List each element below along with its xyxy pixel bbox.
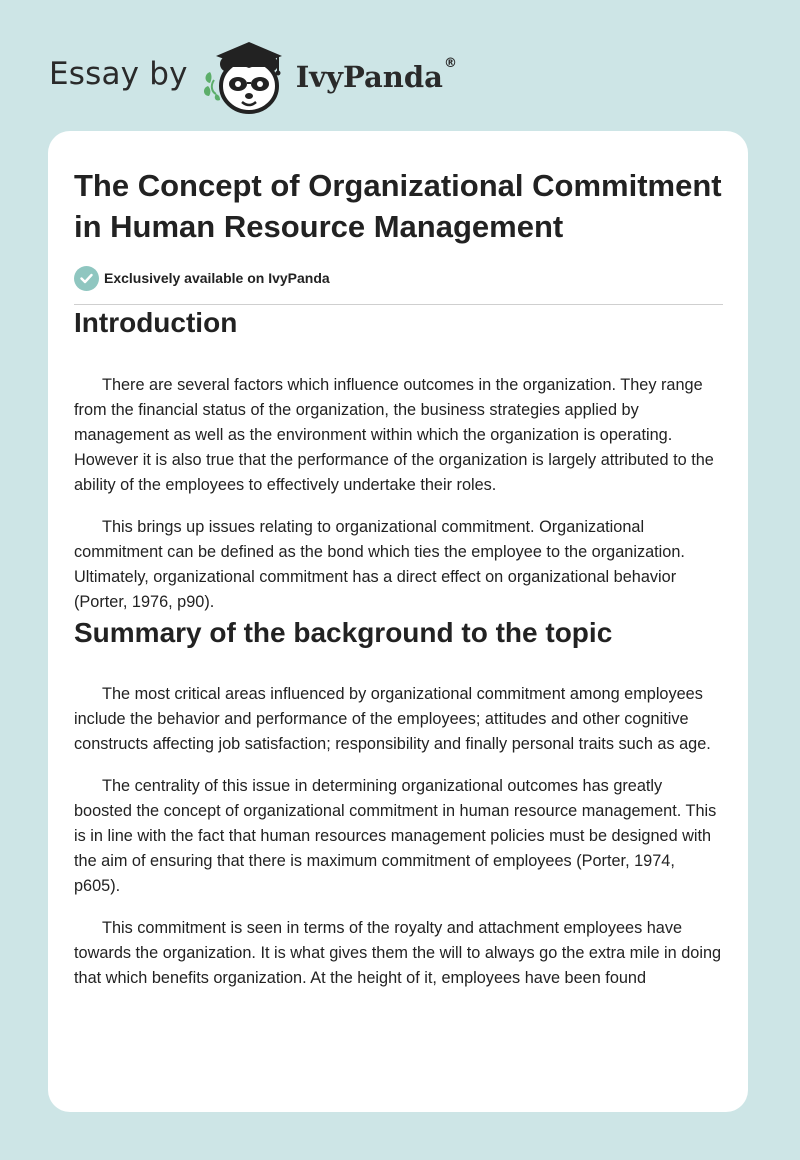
paragraph: The centrality of this issue in determining organizational outcomes has greatly boosted the concept of organizational commitment in human resource management. This is in line with the fact that human resources management policies must be designed with the aim of ensuring that there is maximum commitment of employees (Porter, 1974, p605). (74, 777, 717, 895)
essay-content (74, 165, 724, 991)
brand-name[interactable] (295, 56, 457, 94)
page-title: The Concept of Organizational Commitment in Human Resource Management (74, 168, 722, 244)
section-heading-introduction: Introduction (74, 307, 238, 338)
section-heading-summary: Summary of the background to the topic (74, 617, 613, 648)
brand-name-text: IvyPanda (295, 60, 443, 94)
essay-by-label: Essay by (49, 56, 188, 92)
panda-logo-icon[interactable] (202, 36, 292, 116)
paragraph: The most critical areas influenced by organizational commitment among employees include the behavior and performance of the employees; attitudes and other cognitive constructs affecting job satisfaction; responsibility and finally personal traits such as age. (74, 685, 711, 753)
exclusive-badge (74, 265, 724, 291)
paragraph: This brings up issues relating to organizational commitment. Organizational commitment can be defined as the bond which ties the employee to the organization. Ultimately, organizational commitment has a direct effect on organizational behavior (Porter, 1976, p90). (74, 518, 685, 611)
essay-card (48, 131, 748, 1112)
paragraph: There are several factors which influence outcomes in the organization. They range from the financial status of the organization, the business strategies applied by management as well as the environment within which the organization is operating. However it is also true that the performance of the organization is largely attributed to the ability of the employees to effectively undertake their roles. (74, 376, 714, 494)
registered-mark: ® (443, 56, 457, 71)
check-icon (74, 266, 99, 291)
site-header (49, 36, 457, 116)
paragraph: This commitment is seen in terms of the royalty and attachment employees have towards the organization. It is what gives them the will to always go the extra mile in doing that which benefits organization. At the height of it, employees have been found (74, 919, 722, 987)
exclusive-label: Exclusively available on IvyPanda (104, 270, 330, 286)
